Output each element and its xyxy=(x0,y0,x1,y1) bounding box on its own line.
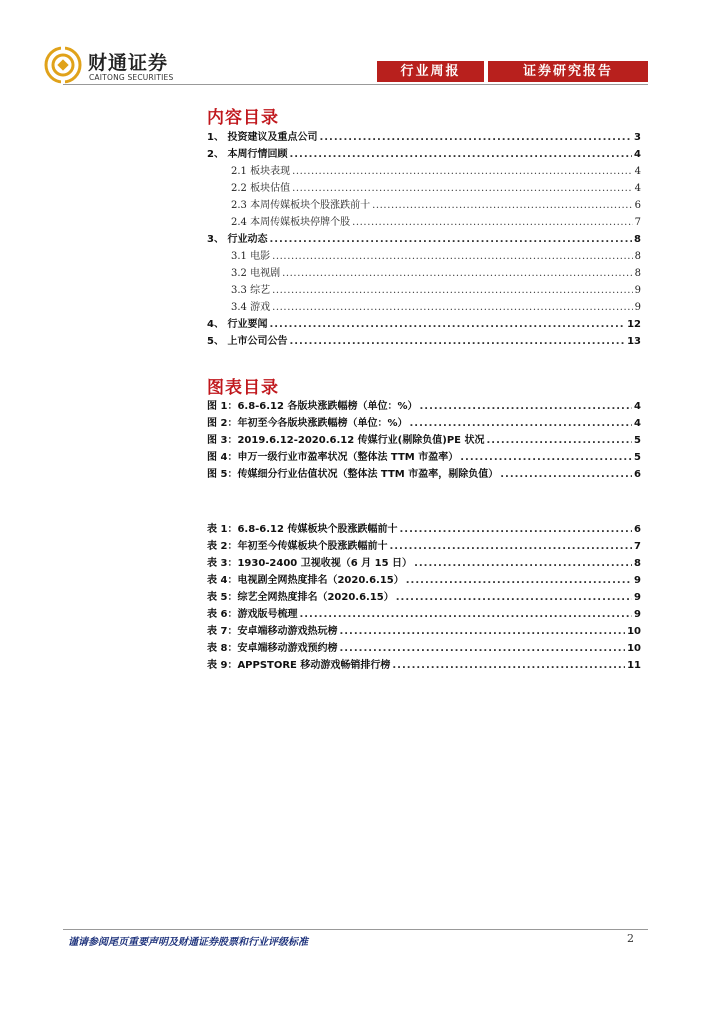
dot-leader xyxy=(339,643,625,654)
table-entry-page: 7 xyxy=(634,541,641,552)
dot-leader xyxy=(272,302,633,313)
toc-entry-page: 4 xyxy=(634,183,641,194)
toc-entry[interactable] xyxy=(207,230,641,247)
table-entry[interactable] xyxy=(207,554,641,571)
table-entry-label: 表 6：游戏版号梳理 xyxy=(207,609,298,620)
table-entry[interactable] xyxy=(207,639,641,656)
dot-leader xyxy=(414,558,632,569)
figure-entry-label: 图 1：6.8-6.12 各版块涨跌幅榜（单位：%） xyxy=(207,401,418,412)
toc-entry-label: 3、 行业动态 xyxy=(207,234,268,245)
toc-entry[interactable] xyxy=(207,315,641,332)
table-entry-label: 表 7：安卓端移动游戏热玩榜 xyxy=(207,626,338,637)
table-entry-label: 表 4：电视剧全网热度排名（2020.6.15） xyxy=(207,575,404,586)
toc-entry-page: 7 xyxy=(634,217,641,228)
header-divider xyxy=(63,84,648,85)
table-entry-label: 表 9：APPSTORE 移动游戏畅销排行榜 xyxy=(207,660,391,671)
toc-entry-label: 2、 本周行情回顾 xyxy=(207,149,288,160)
dot-leader xyxy=(292,183,633,194)
dot-leader xyxy=(409,418,632,429)
table-entry-label: 表 1：6.8-6.12 传媒板块个股涨跌幅前十 xyxy=(207,524,398,535)
toc-entry-page: 6 xyxy=(634,200,641,211)
figure-entry[interactable] xyxy=(207,448,641,465)
logo-english-name: CAITONG SECURITIES xyxy=(89,73,174,82)
figure-entry[interactable] xyxy=(207,414,641,431)
figures-list xyxy=(207,397,641,482)
toc-entry-page: 8 xyxy=(634,251,641,262)
figure-entry[interactable] xyxy=(207,397,641,414)
table-entry[interactable] xyxy=(207,571,641,588)
toc-entry-label: 4、 行业要闻 xyxy=(207,319,268,330)
table-entry-page: 8 xyxy=(634,558,641,569)
dot-leader xyxy=(389,541,632,552)
figure-entry-page: 4 xyxy=(634,418,641,429)
figure-entry-page: 6 xyxy=(634,469,641,480)
page-number: 2 xyxy=(627,932,634,945)
table-entry-page: 6 xyxy=(634,524,641,535)
dot-leader xyxy=(339,626,625,637)
table-entry-page: 10 xyxy=(627,643,641,654)
report-category-tag: 证券研究报告 xyxy=(488,61,648,82)
dot-leader xyxy=(372,200,633,211)
toc-entry-label: 3.3 综艺 xyxy=(231,285,271,296)
toc-entry[interactable] xyxy=(207,264,641,281)
table-entry[interactable] xyxy=(207,605,641,622)
dot-leader xyxy=(460,452,632,463)
toc-entry-page: 12 xyxy=(627,319,641,330)
dot-leader xyxy=(292,166,633,177)
figures-title: 图表目录 xyxy=(207,378,279,398)
table-entry-page: 9 xyxy=(634,609,641,620)
toc-entry-label: 3.4 游戏 xyxy=(231,302,271,313)
table-entry-label: 表 2：年初至今传媒板块个股涨跌幅前十 xyxy=(207,541,388,552)
table-entry-page: 9 xyxy=(634,575,641,586)
logo-chinese-name: 财通证券 xyxy=(88,52,169,74)
dot-leader xyxy=(352,217,633,228)
table-entry-page: 9 xyxy=(634,592,641,603)
dot-leader xyxy=(399,524,632,535)
figure-entry[interactable] xyxy=(207,465,641,482)
dot-leader xyxy=(289,149,632,160)
dot-leader xyxy=(289,336,625,347)
figure-entry-page: 5 xyxy=(634,452,641,463)
toc-entry-label: 3.2 电视剧 xyxy=(231,268,281,279)
dot-leader xyxy=(396,592,632,603)
toc-entry-page: 13 xyxy=(627,336,641,347)
table-entry[interactable] xyxy=(207,537,641,554)
toc-entry[interactable] xyxy=(207,332,641,349)
toc-entry-label: 3.1 电影 xyxy=(231,251,271,262)
caitong-logo-icon xyxy=(44,46,82,84)
dot-leader xyxy=(269,319,625,330)
dot-leader xyxy=(392,660,625,671)
dot-leader xyxy=(419,401,632,412)
figure-entry-label: 图 5：传媒细分行业估值状况（整体法 TTM 市盈率，剔除负值） xyxy=(207,469,499,480)
toc-entry-page: 4 xyxy=(634,149,641,160)
figure-entry-page: 5 xyxy=(634,435,641,446)
table-entry-label: 表 3：1930-2400 卫视收视（6 月 15 日） xyxy=(207,558,413,569)
table-entry-page: 10 xyxy=(627,626,641,637)
dot-leader xyxy=(269,234,632,245)
toc-entry-page: 9 xyxy=(634,285,641,296)
figure-entry-page: 4 xyxy=(634,401,641,412)
table-entry[interactable] xyxy=(207,622,641,639)
toc-list xyxy=(207,128,641,349)
table-entry-label: 表 8：安卓端移动游戏预约榜 xyxy=(207,643,338,654)
tables-list xyxy=(207,520,641,673)
toc-entry[interactable] xyxy=(207,179,641,196)
toc-entry-page: 4 xyxy=(634,166,641,177)
toc-entry-label: 5、 上市公司公告 xyxy=(207,336,288,347)
footer-disclaimer: 谨请参阅尾页重要声明及财通证券股票和行业评级标准 xyxy=(68,937,308,948)
toc-entry-label: 2.3 本周传媒板块个股涨跌前十 xyxy=(231,200,371,211)
table-entry[interactable] xyxy=(207,656,641,673)
figure-entry[interactable] xyxy=(207,431,641,448)
footer-divider xyxy=(63,929,648,930)
toc-entry[interactable] xyxy=(207,247,641,264)
toc-entry-label: 2.4 本周传媒板块停牌个股 xyxy=(231,217,351,228)
dot-leader xyxy=(406,575,632,586)
toc-entry-label: 2.2 板块估值 xyxy=(231,183,291,194)
table-entry[interactable] xyxy=(207,588,641,605)
figure-entry-label: 图 3：2019.6.12-2020.6.12 传媒行业(剔除负值)PE 状况 xyxy=(207,435,485,446)
toc-entry[interactable] xyxy=(207,298,641,315)
toc-entry[interactable] xyxy=(207,213,641,230)
toc-entry-label: 2.1 板块表现 xyxy=(231,166,291,177)
table-entry[interactable] xyxy=(207,520,641,537)
dot-leader xyxy=(282,268,633,279)
dot-leader xyxy=(299,609,632,620)
toc-entry[interactable] xyxy=(207,128,641,145)
company-logo xyxy=(44,46,194,86)
dot-leader xyxy=(272,251,633,262)
toc-entry-page: 8 xyxy=(634,268,641,279)
toc-entry-page: 3 xyxy=(634,132,641,143)
report-type-tag: 行业周报 xyxy=(377,61,484,82)
toc-entry[interactable] xyxy=(207,145,641,162)
figure-entry-label: 图 2：年初至今各版块涨跌幅榜（单位：%） xyxy=(207,418,408,429)
toc-entry[interactable] xyxy=(207,162,641,179)
dot-leader xyxy=(500,469,632,480)
figure-entry-label: 图 4：申万一级行业市盈率状况（整体法 TTM 市盈率） xyxy=(207,452,459,463)
table-entry-page: 11 xyxy=(627,660,641,671)
toc-entry-page: 8 xyxy=(634,234,641,245)
toc-entry-label: 1、 投资建议及重点公司 xyxy=(207,132,318,143)
dot-leader xyxy=(486,435,632,446)
table-entry-label: 表 5：综艺全网热度排名（2020.6.15） xyxy=(207,592,394,603)
toc-title: 内容目录 xyxy=(207,108,279,128)
dot-leader xyxy=(319,132,632,143)
toc-entry-page: 9 xyxy=(634,302,641,313)
toc-entry[interactable] xyxy=(207,281,641,298)
dot-leader xyxy=(272,285,633,296)
toc-entry[interactable] xyxy=(207,196,641,213)
